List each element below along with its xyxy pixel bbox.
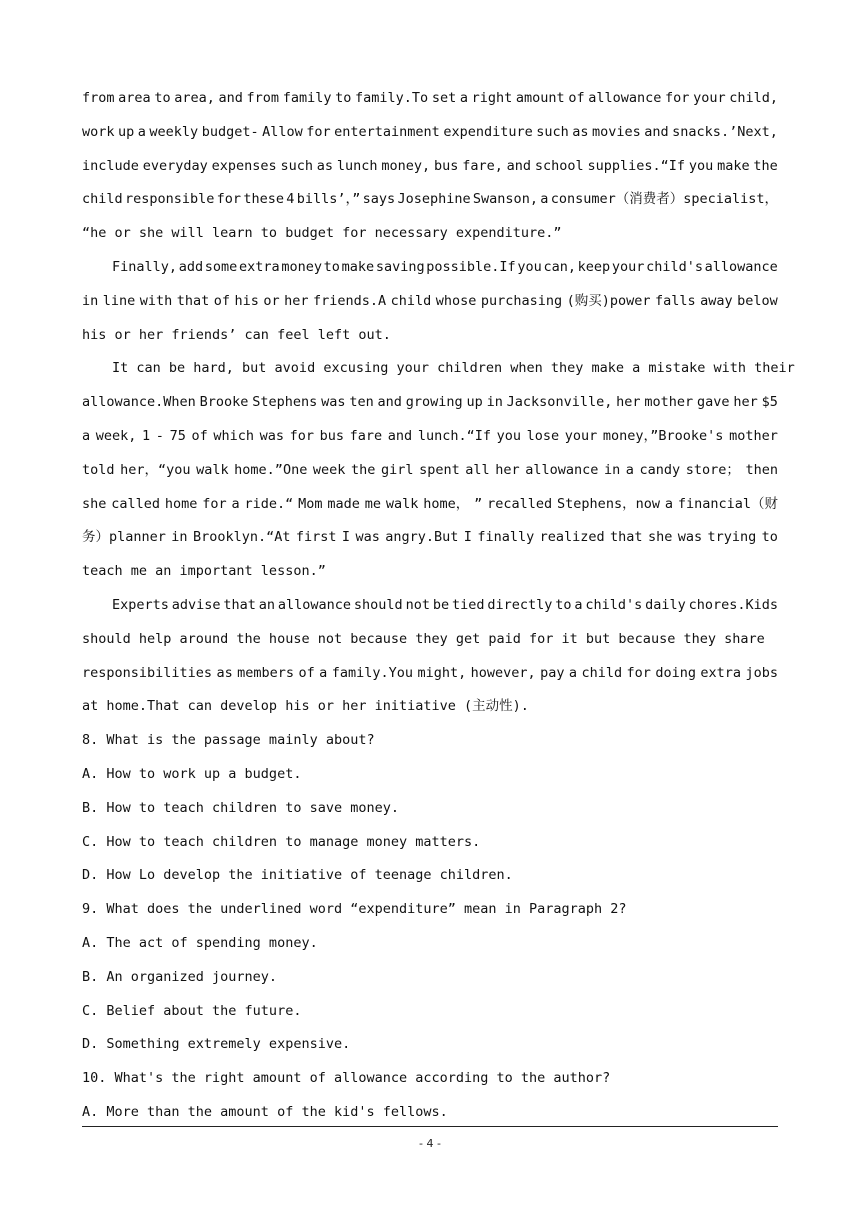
paragraph-4: [82, 589, 778, 724]
text-line: work up a weekly budget- Allow for entertainment expenditure such as movies and snacks.’Next,: [82, 123, 778, 140]
text-line: child responsible for these 4 bills’，” says Josephine Swanson, a consumer（消费者）specialist，: [82, 191, 778, 208]
footer-divider: [82, 1126, 778, 1127]
question-stem: 9. What does the underlined word “expenditure” mean in Paragraph 2?: [82, 901, 627, 918]
page-number: - 4 -: [419, 1137, 441, 1150]
text-line: “he or she will learn to budget for necessary expenditure.”: [82, 225, 562, 242]
answer-option-b: B. How to teach children to save money.: [82, 799, 399, 816]
answer-option-d: D. How Lo develop the initiative of teenage children.: [82, 867, 513, 884]
text-line: a week, 1 - 75 of which was for bus fare and lunch.“If you lose your money，”Brooke's mother: [82, 427, 778, 444]
text-line: at home.That can develop his or her initiative (主动性).: [82, 698, 529, 715]
text-line: 务）planner in Brooklyn.“At first I was angry.But I finally realized that she was trying to: [82, 529, 778, 546]
text-line: in line with that of his or her friends.A child whose purchasing (购买)power falls away below: [82, 292, 778, 309]
paragraph-2: [82, 251, 778, 352]
answer-option-c: C. How to teach children to manage money matters.: [82, 833, 481, 850]
text-line: responsibilities as members of a family.You might, however, pay a child for doing extra jobs: [82, 664, 778, 681]
text-line: teach me an important lesson.”: [82, 563, 326, 580]
text-line: from area to area, and from family to family.To set a right amount of allowance for your child,: [82, 90, 778, 106]
paragraph-1: [82, 82, 778, 251]
answer-option-c: C. Belief about the future.: [82, 1002, 302, 1019]
question-8: [82, 724, 778, 893]
text-line: Finally, add some extra money to make saving possible.If you can, keep your child's allowance: [112, 258, 778, 275]
text-line: she called home for a ride.“ Mom made me walk home， ” recalled Stephens，now a financial（财: [82, 495, 778, 512]
text-line: Experts advise that an allowance should not be tied directly to a child's daily chores.Kids: [112, 596, 778, 613]
paragraph-3: [82, 352, 795, 589]
document-body: [82, 82, 795, 1130]
text-line: It can be hard, but avoid excusing your children when they make a mistake with their: [112, 360, 795, 377]
text-line: allowance.When Brooke Stephens was ten and growing up in Jacksonville, her mother gave her $5: [82, 394, 778, 411]
answer-option-a: A. The act of spending money.: [82, 934, 318, 951]
answer-option-a: A. How to work up a budget.: [82, 765, 302, 782]
question-10: [82, 1062, 778, 1130]
text-line: told her，“you walk home.”One week the girl spent all her allowance in a candy store； then: [82, 461, 778, 478]
text-line: should help around the house not because they get paid for it but because they share: [82, 630, 765, 647]
text-line: include everyday expenses such as lunch money, bus fare, and school supplies.“If you make the: [82, 157, 778, 174]
question-stem: 8. What is the passage mainly about?: [82, 732, 375, 749]
question-stem: 10. What's the right amount of allowance according to the author?: [82, 1070, 611, 1087]
question-9: [82, 893, 778, 1062]
answer-option-a: A. More than the amount of the kid's fellows.: [82, 1103, 448, 1120]
answer-option-b: B. An organized journey.: [82, 968, 278, 985]
text-line: his or her friends’ can feel left out.: [82, 326, 391, 343]
answer-option-d: D. Something extremely expensive.: [82, 1036, 351, 1053]
